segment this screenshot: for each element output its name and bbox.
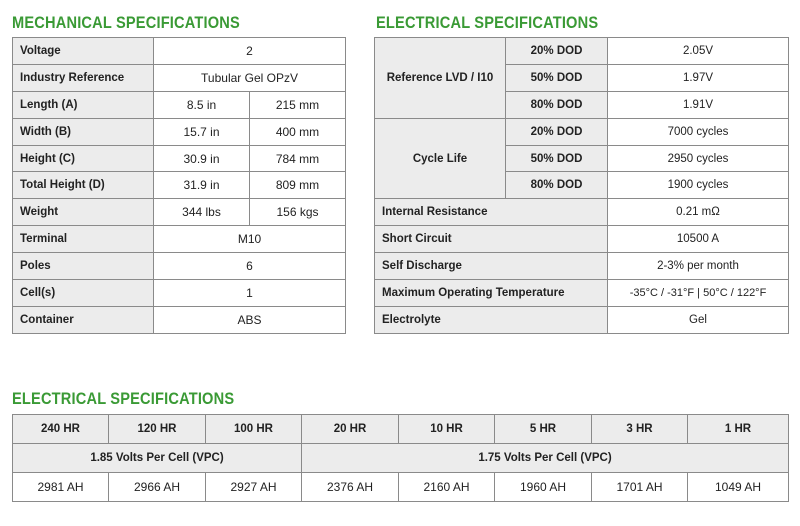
cycle-life-value: 7000 cycles xyxy=(608,118,789,145)
table-row xyxy=(13,145,346,172)
cycle-dod-label: 50% DOD xyxy=(506,145,608,172)
vpc-175-header: 1.75 Volts Per Cell (VPC) xyxy=(302,444,789,473)
total-height-imperial: 31.9 in xyxy=(154,172,250,199)
terminal-label: Terminal xyxy=(13,226,154,253)
capacity-value: 1960 AH xyxy=(495,473,592,502)
cells-value: 1 xyxy=(154,280,346,307)
height-label: Height (C) xyxy=(13,145,154,172)
length-label: Length (A) xyxy=(13,91,154,118)
rate-header: 10 HR xyxy=(399,415,495,444)
weight-label: Weight xyxy=(13,199,154,226)
total-height-label: Total Height (D) xyxy=(13,172,154,199)
mechanical-specifications-table xyxy=(12,37,346,334)
table-row xyxy=(13,118,346,145)
industry-reference-value: Tubular Gel OPzV xyxy=(154,64,346,91)
cycle-dod-label: 80% DOD xyxy=(506,172,608,199)
rate-header: 20 HR xyxy=(302,415,399,444)
table-row xyxy=(13,172,346,199)
rate-header: 3 HR xyxy=(592,415,688,444)
electrolyte-label: Electrolyte xyxy=(375,306,608,333)
table-row xyxy=(375,306,789,333)
capacity-value: 2160 AH xyxy=(399,473,495,502)
table-row xyxy=(13,306,346,333)
poles-value: 6 xyxy=(154,253,346,280)
table-row xyxy=(13,444,789,473)
rate-header: 240 HR xyxy=(13,415,109,444)
max-operating-temp-value: -35°C / -31°F | 50°C / 122°F xyxy=(608,280,789,307)
capacity-value: 2376 AH xyxy=(302,473,399,502)
container-value: ABS xyxy=(154,306,346,333)
table-row xyxy=(375,199,789,226)
total-height-metric: 809 mm xyxy=(250,172,346,199)
poles-label: Poles xyxy=(13,253,154,280)
table-row xyxy=(13,226,346,253)
table-row xyxy=(13,91,346,118)
width-imperial: 15.7 in xyxy=(154,118,250,145)
lvd-value: 2.05V xyxy=(608,38,789,65)
electrical-specifications-table xyxy=(374,37,789,334)
cycle-life-label: Cycle Life xyxy=(375,118,506,199)
capacity-value: 1701 AH xyxy=(592,473,688,502)
container-label: Container xyxy=(13,306,154,333)
table-row xyxy=(13,280,346,307)
capacity-value: 2927 AH xyxy=(206,473,302,502)
width-metric: 400 mm xyxy=(250,118,346,145)
electrical-specifications-title: ELECTRICAL SPECIFICATIONS xyxy=(376,13,599,32)
industry-reference-label: Industry Reference xyxy=(13,64,154,91)
reference-lvd-label: Reference LVD / I10 xyxy=(375,38,506,119)
electrolyte-value: Gel xyxy=(608,306,789,333)
capacity-specifications-title: ELECTRICAL SPECIFICATIONS xyxy=(12,389,235,408)
capacity-table xyxy=(12,414,789,502)
table-row xyxy=(13,38,346,65)
table-row xyxy=(13,415,789,444)
capacity-value: 2981 AH xyxy=(13,473,109,502)
max-operating-temp-label: Maximum Operating Temperature xyxy=(375,280,608,307)
short-circuit-label: Short Circuit xyxy=(375,226,608,253)
height-imperial: 30.9 in xyxy=(154,145,250,172)
weight-metric: 156 kgs xyxy=(250,199,346,226)
rate-header: 100 HR xyxy=(206,415,302,444)
self-discharge-value: 2-3% per month xyxy=(608,253,789,280)
capacity-value: 2966 AH xyxy=(109,473,206,502)
rate-header: 120 HR xyxy=(109,415,206,444)
table-row xyxy=(13,253,346,280)
table-row xyxy=(375,280,789,307)
table-row xyxy=(375,253,789,280)
length-imperial: 8.5 in xyxy=(154,91,250,118)
table-row xyxy=(375,38,789,65)
mechanical-specifications-title: MECHANICAL SPECIFICATIONS xyxy=(12,13,240,32)
height-metric: 784 mm xyxy=(250,145,346,172)
self-discharge-label: Self Discharge xyxy=(375,253,608,280)
lvd-value: 1.97V xyxy=(608,64,789,91)
cycle-dod-label: 20% DOD xyxy=(506,118,608,145)
cells-label: Cell(s) xyxy=(13,280,154,307)
table-row xyxy=(13,473,789,502)
internal-resistance-value: 0.21 mΩ xyxy=(608,199,789,226)
lvd-dod-label: 80% DOD xyxy=(506,91,608,118)
lvd-dod-label: 50% DOD xyxy=(506,64,608,91)
terminal-value: M10 xyxy=(154,226,346,253)
lvd-dod-label: 20% DOD xyxy=(506,38,608,65)
width-label: Width (B) xyxy=(13,118,154,145)
table-row xyxy=(375,226,789,253)
capacity-value: 1049 AH xyxy=(688,473,789,502)
voltage-label: Voltage xyxy=(13,38,154,65)
cycle-life-value: 2950 cycles xyxy=(608,145,789,172)
rate-header: 5 HR xyxy=(495,415,592,444)
lvd-value: 1.91V xyxy=(608,91,789,118)
rate-header: 1 HR xyxy=(688,415,789,444)
table-row xyxy=(13,199,346,226)
table-row xyxy=(13,64,346,91)
cycle-life-value: 1900 cycles xyxy=(608,172,789,199)
weight-imperial: 344 lbs xyxy=(154,199,250,226)
vpc-185-header: 1.85 Volts Per Cell (VPC) xyxy=(13,444,302,473)
length-metric: 215 mm xyxy=(250,91,346,118)
internal-resistance-label: Internal Resistance xyxy=(375,199,608,226)
table-row xyxy=(375,118,789,145)
voltage-value: 2 xyxy=(154,38,346,65)
short-circuit-value: 10500 A xyxy=(608,226,789,253)
